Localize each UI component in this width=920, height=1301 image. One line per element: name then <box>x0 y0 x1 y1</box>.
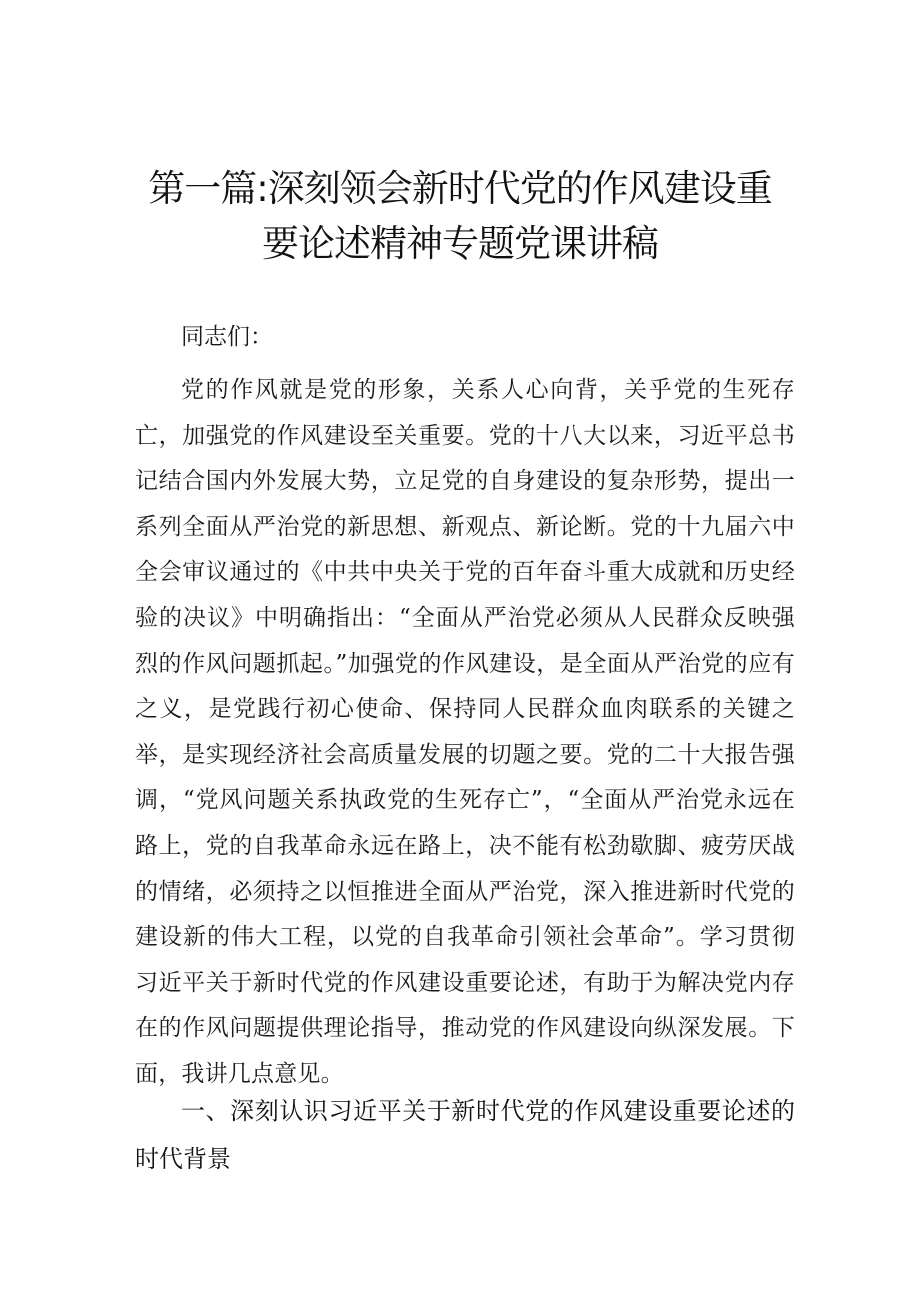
document-title-line-1: 第一篇:深刻领会新时代党的作风建设重 <box>148 167 772 210</box>
section-heading: 一、深刻认识习近平关于新时代党的作风建设重要论述的时代背景 <box>135 1097 795 1173</box>
greeting: 同志们： <box>181 324 273 350</box>
document-title-line-2: 要论述精神专题党课讲稿 <box>262 222 658 265</box>
body-paragraph: 党的作风就是党的形象，关系人心向背，关乎党的生死存亡，加强党的作风建设至关重要。党的十八大以来，习近平总书记结合国内外发展大势，立足党的自身建设的复杂形势，提出一系列全面从严治党的新思想、新观点、新论断。党的十九届六中全会审议通过的《中共中央关于党的百年奋斗重大成就和历史经验的决议》中明确指出：“全面从严治党必须从人民群众反映强烈的作风问题抓起。”加强党的作风建设，是全面从严治党的应有之义，是党践行初心使命、保持同人民群众血肉联系的关键之举，是实现经济社会高质量发展的切题之要。党的二十大报告强调，“党风问题关系执政党的生死存亡”，“全面从严治党永远在路上，党的自我革命永远在路上，决不能有松劲歇脚、疲劳厌战的情绪，必须持之以恒推进全面从严治党，深入推进新时代党的建设新的伟大工程，以党的自我革命引领社会革命”。学习贯彻习近平关于新时代党的作风建设重要论述，有助于为解决党内存在的作风问题提供理论指导，推动党的作风建设向纵深发展。下面，我讲几点意见。 <box>135 377 795 1087</box>
